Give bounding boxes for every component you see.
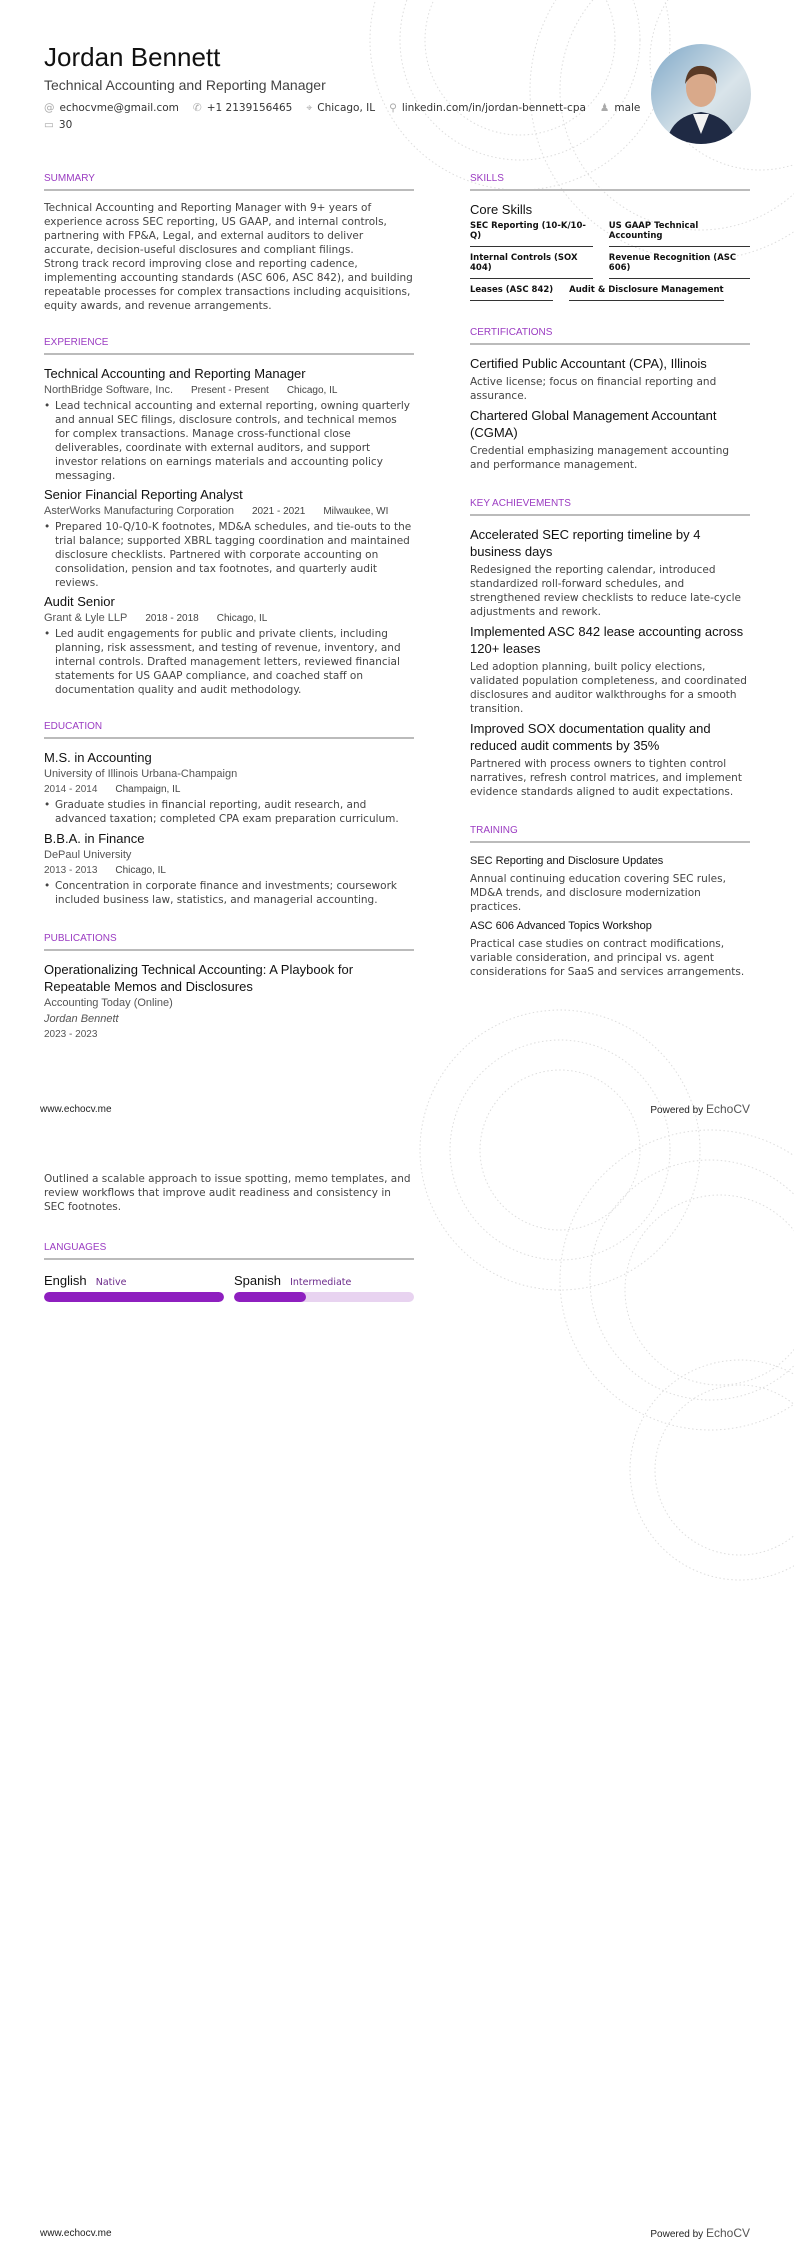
section-heading: EXPERIENCE [44, 337, 414, 355]
section-heading: CERTIFICATIONS [470, 327, 750, 345]
phone-icon: ✆ [192, 102, 202, 114]
certifications-section: CERTIFICATIONS Certified Public Accountant (CPA), Illinois Active license; focus on financial reporting and assurance. Chartered Global Management Accountant (CGMA) Credential emphasizing management accounting and performance management. [470, 327, 750, 472]
job-entry: Senior Financial Reporting Analyst AsterWorks Manufacturing Corporation 2021 - 2021 Milwaukee, WI • Prepared 10-Q/10-K footnotes, MD&A schedules, and tie-outs to the trial balance; supported XBRL tagging coordination and maintained disclosure checklists. Partnered with corporate accounting on consolidation, pension and tax footnotes, and quarterly audit reviews. [44, 486, 414, 590]
brand-logo[interactable]: EchoCV [705, 2226, 750, 2240]
contact-phone[interactable]: ✆ +1 2139156465 [192, 102, 293, 114]
contact-location: ⌖ Chicago, IL [306, 102, 376, 114]
contact-linkedin[interactable]: ⚲ linkedin.com/in/jordan-bennett-cpa [389, 102, 586, 114]
proficiency-fill [234, 1292, 306, 1302]
training-section: TRAINING SEC Reporting and Disclosure Updates Annual continuing education covering SEC rules, MD&A trends, and disclosure modernization practices. ASC 606 Advanced Topics Workshop Practical case studies on contract modifications, variable consideration, and principal vs. agent considerations for SaaS and services arrangements. [470, 825, 750, 979]
section-heading: EDUCATION [44, 721, 414, 739]
at-icon: @ [44, 102, 55, 114]
contact-gender: ♟ male [599, 102, 641, 114]
location-icon: ⌖ [306, 102, 313, 114]
skill-tag: Internal Controls (SOX 404) [470, 253, 593, 279]
footer-powered: Powered by EchoCV [650, 1102, 750, 1116]
publication-title: Operationalizing Technical Accounting: A Playbook for Repeatable Memos and Disclosures [44, 962, 354, 994]
footer-site-link[interactable]: www.echocv.me [40, 1104, 112, 1115]
skill-tag: Audit & Disclosure Management [569, 285, 723, 301]
section-heading: SUMMARY [44, 173, 414, 191]
proficiency-fill [44, 1292, 224, 1302]
contact-age: ▭ 30 [44, 119, 73, 131]
left-column-page2 [44, 1172, 414, 1302]
job-entry: Audit Senior Grant & Lyle LLP 2018 - 2018 Chicago, IL • Led audit engagements for public and private clients, including planning, risk assessment, and testing of revenue, inventory, and internal controls. Drafted management letters, reviewed financial statements for US GAAP compliance, and coached staff on documentation quality and audit methodology. [44, 593, 414, 697]
summary-section: SUMMARY Technical Accounting and Reporting Manager with 9+ years of experience across SEC reporting, US GAAP, and internal controls, partnering with FP&A, Legal, and external auditors to deliver accurate, decision-useful disclosures and compliant filings. Strong track record improving close and reporting cadence, implementing accounting standards (ASC 606, ASC 842), and building repeatable processes for complex transactions including acquisitions, equity awards, and revenue arrangements. [44, 173, 413, 312]
section-heading: LANGUAGES [44, 1242, 414, 1260]
education-entry: B.B.A. in Finance DePaul University 2013 - 2013 Chicago, IL • Concentration in corporate finance and investments; coursework included business law, statistics, and managerial accounting. [44, 830, 414, 907]
section-heading: PUBLICATIONS [44, 933, 414, 951]
skills-section: SKILLS Core Skills SEC Reporting (10-K/10-Q) US GAAP Technical Accounting Internal Controls (SOX 404) Revenue Recognition (ASC 606) Leases (ASC 842) Audit & Disclosure Management [470, 173, 750, 301]
publication-description: Outlined a scalable approach to issue spotting, memo templates, and review workflows that improve audit readiness and consistency in SEC footnotes. [44, 1173, 411, 1213]
languages-section [44, 1242, 414, 1302]
skill-tag: SEC Reporting (10-K/10-Q) [470, 221, 593, 247]
achievements-section: KEY ACHIEVEMENTS Accelerated SEC reporting timeline by 4 business days Redesigned the reporting calendar, introduced standardized roll-forward schedules, and strengthened review checklists to reduce late-cycle adjustments and rework. Implemented ASC 842 lease accounting across 120+ leases Led adoption planning, built policy elections, validated population completeness, and coordinated disclosures and auditor walkthroughs for a smooth transition. Improved SOX documentation quality and reduced audit comments by 35% Partnered with process owners to tighten control narratives, refresh control matrices, and implement evidence standards aligned to audit expectations. [470, 498, 750, 799]
footer-powered: Powered by EchoCV [650, 2226, 750, 2240]
left-column [44, 173, 414, 1043]
skill-tag: US GAAP Technical Accounting [609, 221, 750, 247]
language-item: Spanish Intermediate [234, 1270, 414, 1302]
section-heading: TRAINING [470, 825, 750, 843]
skill-tag: Revenue Recognition (ASC 606) [609, 253, 750, 279]
education-entry: M.S. in Accounting University of Illinois Urbana-Champaign 2014 - 2014 Champaign, IL • Graduate studies in financial reporting, audit research, and advanced taxation; completed CPA exam preparation curriculum. [44, 749, 414, 826]
candidate-title: Technical Accounting and Reporting Manager [44, 77, 326, 93]
job-entry: Technical Accounting and Reporting Manager NorthBridge Software, Inc. Present - Present Chicago, IL • Lead technical accounting and external reporting, owning quarterly and annual SEC filings, disclosure controls, and technical memos for complex transactions. Manage cross-functional close deliverables, coordinate with external auditors, and support investor relations on earnings materials and accounting policy messaging. [44, 365, 414, 483]
person-icon: ♟ [599, 102, 610, 114]
brand-logo[interactable]: EchoCV [705, 1102, 750, 1116]
language-proficiency-bar [234, 1292, 414, 1302]
footer-site-link[interactable]: www.echocv.me [40, 2228, 112, 2239]
experience-section [44, 337, 414, 697]
link-icon: ⚲ [389, 102, 397, 114]
contact-email[interactable]: @ echocvme@gmail.com [44, 102, 179, 114]
language-item: English Native [44, 1270, 224, 1302]
language-proficiency-bar [44, 1292, 224, 1302]
candidate-name: Jordan Bennett [44, 42, 221, 72]
education-section [44, 721, 414, 907]
profile-photo [651, 44, 751, 144]
section-heading: SKILLS [470, 173, 750, 191]
skill-tag: Leases (ASC 842) [470, 285, 553, 301]
section-heading: KEY ACHIEVEMENTS [470, 498, 750, 516]
calendar-icon: ▭ [44, 119, 54, 131]
contact-list [44, 102, 644, 131]
publications-section: PUBLICATIONS Operationalizing Technical Accounting: A Playbook for Repeatable Memos and Disclosures Accounting Today (Online) Jordan Bennett 2023 - 2023 [44, 933, 414, 1043]
right-column [470, 173, 750, 979]
